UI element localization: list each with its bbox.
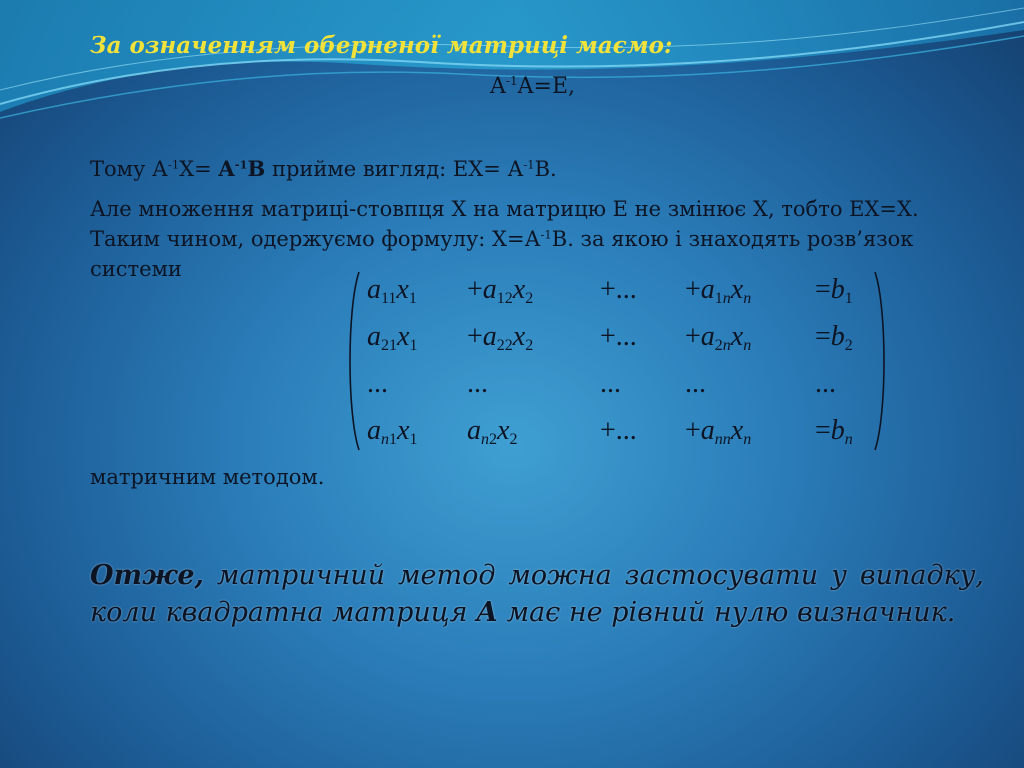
p2-inv: -1 [540,227,552,242]
inverse-identity-formula [490,74,575,99]
system-row [367,321,887,367]
p1-bold-a: A [218,156,235,181]
p1-inv2: -1 [234,157,248,172]
formula-inverse-sup: -1 [505,74,518,89]
p1-inv3: -1 [523,157,535,172]
system-term: +... [600,274,637,305]
p1-text1: Тому А [90,157,168,181]
method-label: матричним методом. [90,465,325,489]
paragraph-equation-form [90,154,557,185]
p1-text6: В. [534,157,557,181]
system-row [367,274,887,320]
wave-decoration [0,0,1024,130]
p1-inv1: -1 [167,157,180,172]
system-term: ... [685,368,706,399]
system-term: $a_{n1}x_1$ [367,415,418,448]
conclusion-matrix-name: А [476,596,499,628]
linear-system [345,268,890,454]
system-term: $=b_2$ [815,321,853,354]
system-term: $+a_{1n}x_n$ [685,274,752,307]
p2-text1: Але множення матриці-стовпця Х на матрицю Е не змінює Х, тобто ЕХ=Х. Таким чином, одержуємо формулу: Х=А [90,197,919,251]
system-term: +... [600,415,637,446]
system-term: $=b_n$ [815,415,853,448]
slide-heading: За означенням оберненої матриці маємо: [90,32,673,59]
conclusion-text1: матричний метод можна застосувати у випадку, коли квадратна матриця [90,560,984,628]
system-term: +... [600,321,637,352]
p1-text2: Х= [179,157,219,181]
system-term: $a_{n2}x_2$ [467,415,518,448]
system-term: $+a_{22}x_2$ [467,321,534,354]
system-term: ... [367,368,388,399]
system-term: $+a_{2n}x_n$ [685,321,752,354]
system-term: $+a_{nn}x_n$ [685,415,752,448]
conclusion-paragraph [90,558,984,632]
system-term: $+a_{12}x_2$ [467,274,534,307]
conclusion-lead: Отже, [90,560,204,591]
system-row [367,415,887,461]
formula-a: A [490,74,506,99]
system-term: $a_{11}x_1$ [367,274,417,307]
system-term: $a_{21}x_1$ [367,321,418,354]
conclusion-text2: має не рівний нулю визначник. [498,596,956,628]
p1-text5: прийме вигляд: ЕХ= А [265,157,524,181]
formula-rest: A=E, [517,74,576,99]
system-term: ... [600,368,621,399]
p1-bold-b: B [247,156,266,181]
system-term: $=b_1$ [815,274,853,307]
system-term: ... [815,368,836,399]
system-row [367,368,887,414]
system-term: ... [467,368,488,399]
p2-text2: В. за якою і знаходять розв’язок системи [90,226,914,281]
